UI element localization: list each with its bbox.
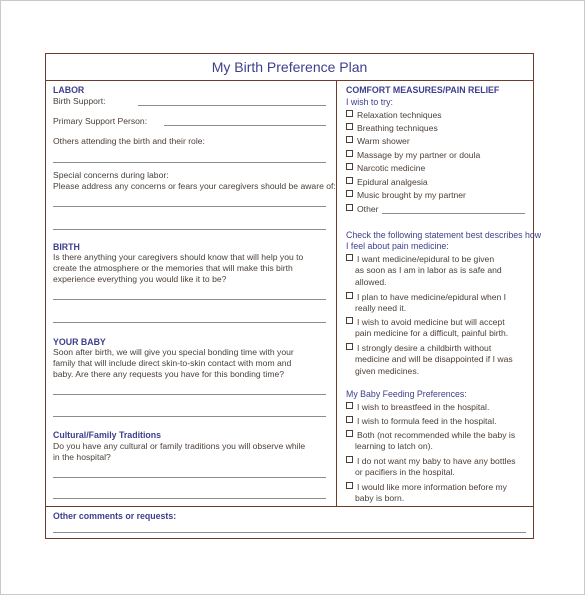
comfort-option[interactable]: Narcotic medicine [346,163,425,174]
checkbox[interactable] [346,430,353,437]
feeding-option[interactable]: I wish to formula feed in the hospital. [346,416,497,427]
birth-text-3: experience everything you would like it to be? [53,274,227,284]
checkbox[interactable] [346,317,353,324]
traditions-heading: Cultural/Family Traditions [53,430,162,440]
your-baby-line-1[interactable] [53,394,326,395]
others-attending-label: Others attending the birth and their role: [53,136,205,146]
your-baby-heading: YOUR BABY [53,337,106,347]
birth-text-1: Is there anything your caregivers should know that will help you to [53,252,304,262]
checkbox[interactable] [346,163,353,170]
traditions-text-2: in the hospital? [53,452,111,462]
feeding-option[interactable]: I wish to breastfeed in the hospital. [346,402,489,413]
other-line[interactable] [382,213,525,214]
pain-medicine-option[interactable]: I wish to avoid medicine but will accept pain medicine for a difficult, painful birth. [346,317,508,340]
birth-text-2: create the atmosphere or the memories that will make this birth [53,263,293,273]
comfort-option[interactable]: Relaxation techniques [346,110,442,121]
checkbox[interactable] [346,150,353,157]
comfort-option[interactable]: Breathing techniques [346,123,438,134]
checkbox[interactable] [346,177,353,184]
pain-medicine-subheading-2: I feel about pain medicine: [346,241,449,251]
your-baby-text-1: Soon after birth, we will give you special bonding time with your [53,347,294,357]
comfort-option[interactable]: Warm shower [346,136,410,147]
feeding-option[interactable]: I do not want my baby to have any bottles or pacifiers in the hospital. [346,456,516,479]
traditions-line-1[interactable] [53,477,326,478]
column-divider [336,80,337,506]
checkbox[interactable] [346,190,353,197]
checkbox[interactable] [346,292,353,299]
wish-to-try-label: I wish to try: [346,97,393,107]
pain-medicine-option[interactable]: I want medicine/epidural to be given as soon as I am in labor as is safe and allowed. [346,254,502,288]
concerns-line-1[interactable] [53,206,326,207]
comfort-option[interactable]: Massage by my partner or doula [346,150,480,161]
checkbox[interactable] [346,456,353,463]
other-comments-heading: Other comments or requests: [53,511,177,521]
your-baby-text-3: baby. Are there any requests you have for this bonding time? [53,369,285,379]
pain-medicine-option[interactable]: I plan to have medicine/epidural when I really need it. [346,292,506,315]
comments-divider [46,506,533,507]
traditions-line-2[interactable] [53,498,326,499]
comfort-option-other[interactable]: Other [346,204,379,215]
labor-heading: LABOR [53,85,85,95]
concerns-instructions: Please address any concerns or fears your caregivers should be aware of: [53,181,336,191]
birth-heading: BIRTH [53,242,80,252]
checkbox[interactable] [346,204,353,211]
comfort-heading: COMFORT MEASURES/PAIN RELIEF [346,85,500,95]
comfort-option[interactable]: Music brought by my partner [346,190,466,201]
birth-line-2[interactable] [53,322,326,323]
others-attending-line[interactable] [53,162,326,163]
birth-plan-form [45,53,542,539]
birth-support-line[interactable] [138,105,326,106]
checkbox[interactable] [346,254,353,261]
concerns-line-2[interactable] [53,229,326,230]
traditions-text-1: Do you have any cultural or family traditions you will observe while [53,441,306,451]
primary-support-line[interactable] [164,125,326,126]
birth-support-label: Birth Support: [53,96,106,106]
comfort-option[interactable]: Epidural analgesia [346,177,428,188]
feeding-option[interactable]: I would like more information before my baby is born. [346,482,507,505]
checkbox[interactable] [346,136,353,143]
special-concerns-label: Special concerns during labor: [53,170,169,180]
other-comments-line[interactable] [53,532,526,533]
your-baby-text-2: family that will include direct skin-to-skin contact with mom and [53,358,292,368]
feeding-option[interactable]: Both (not recommended while the baby is learning to latch on). [346,430,515,453]
form-title: My Birth Preference Plan [46,54,533,81]
birth-line-1[interactable] [53,299,326,300]
primary-support-label: Primary Support Person: [53,116,148,126]
feeding-subheading: My Baby Feeding Preferences: [346,389,467,399]
checkbox[interactable] [346,110,353,117]
checkbox[interactable] [346,402,353,409]
pain-medicine-option[interactable]: I strongly desire a childbirth without medicine and will be disappointed if I was given medicines. [346,343,513,377]
checkbox[interactable] [346,343,353,350]
checkbox[interactable] [346,482,353,489]
your-baby-line-2[interactable] [53,416,326,417]
checkbox[interactable] [346,123,353,130]
pain-medicine-subheading-1: Check the following statement best describes how [346,230,542,240]
checkbox[interactable] [346,416,353,423]
